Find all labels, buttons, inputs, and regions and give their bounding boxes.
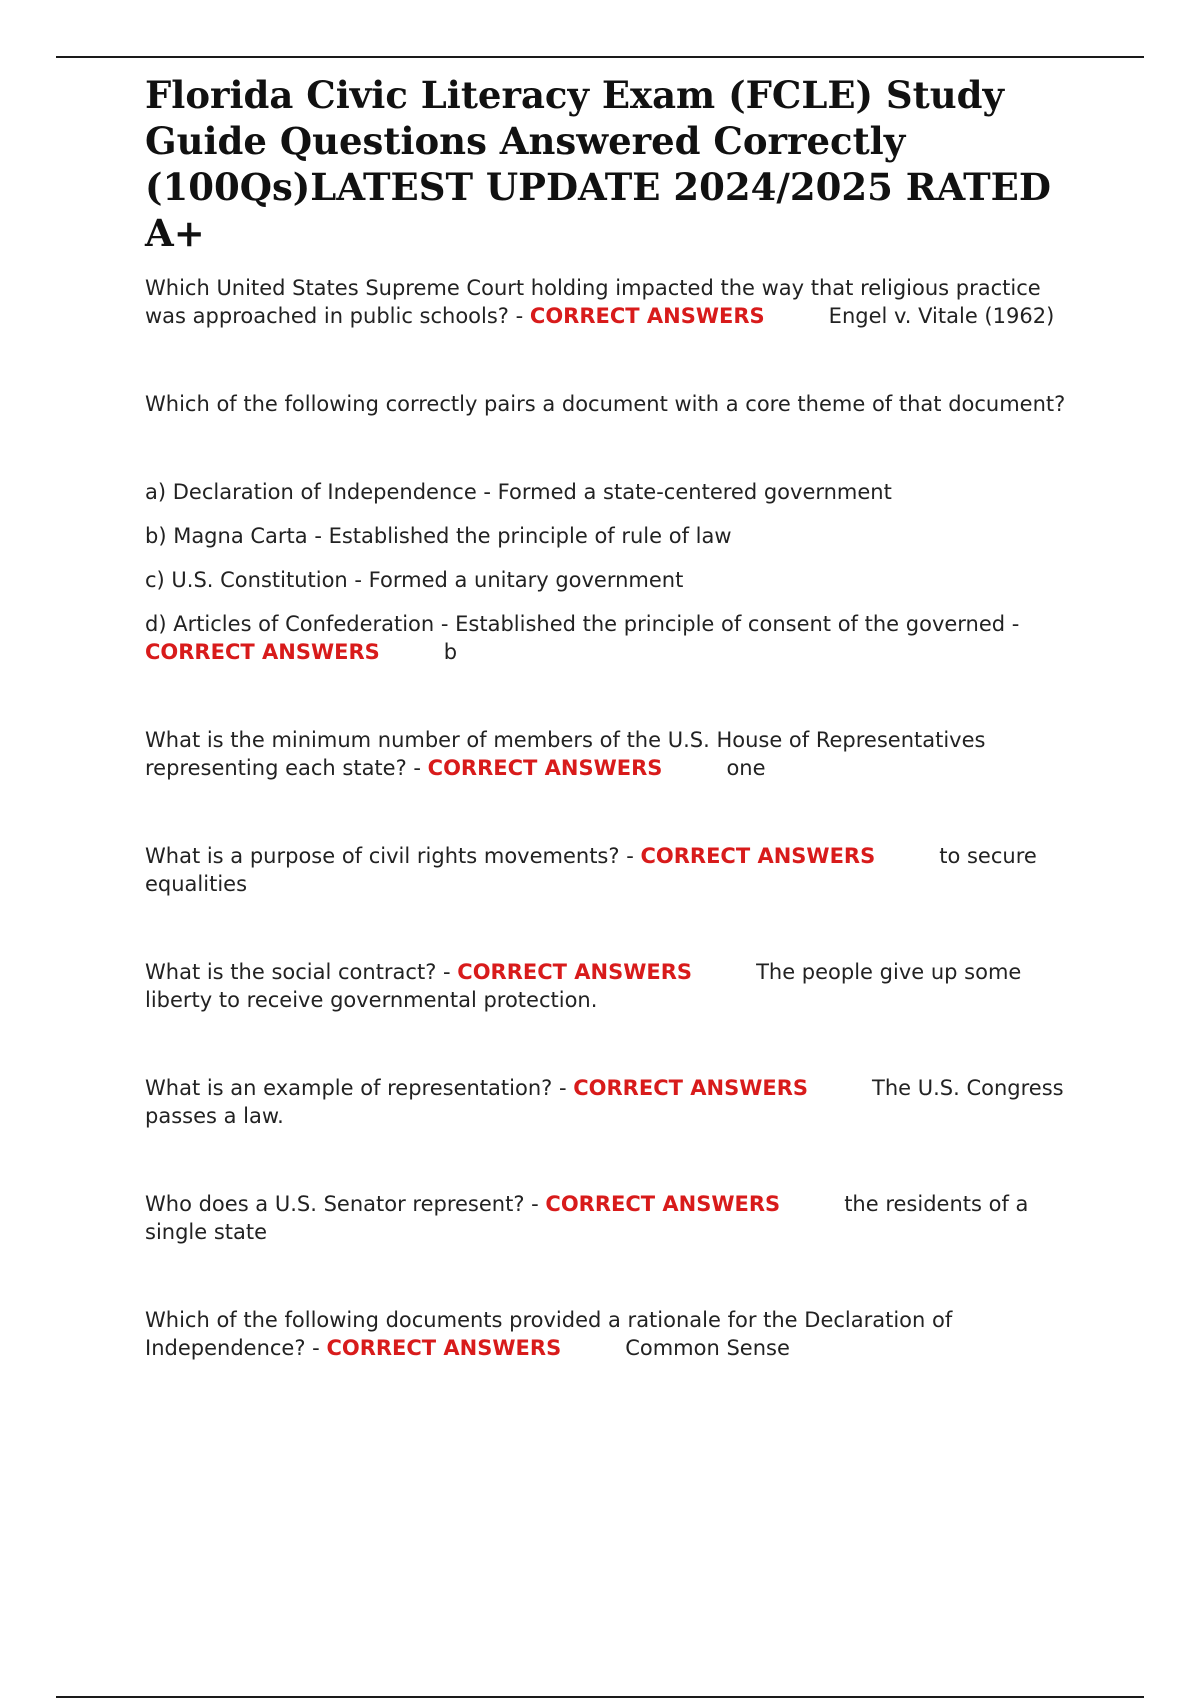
qa-item: [145, 958, 1085, 1014]
question-text: Which of the following correctly pairs a document with a core theme of that document?: [145, 392, 1066, 416]
question-text: What is an example of representation? -: [145, 1076, 567, 1100]
qa-item: [145, 1190, 1085, 1246]
option-b: b) Magna Carta - Established the principle of rule of law: [145, 524, 732, 548]
correct-answers-label: CORRECT ANSWERS: [326, 1336, 562, 1360]
answer-text: The people give up some liberty to receive governmental protection.: [145, 960, 1022, 1012]
top-rule: [56, 56, 1144, 58]
question-text: What is the minimum number of members of the U.S. House of Representatives representing each state? -: [145, 728, 986, 780]
document-body: [145, 72, 1085, 1362]
answer-text: Common Sense: [625, 1336, 790, 1360]
answer-text: b: [443, 640, 458, 664]
option-a: a) Declaration of Independence - Formed a state-centered government: [145, 480, 892, 504]
document-title: Florida Civic Literacy Exam (FCLE) Study Guide Questions Answered Correctly (100Qs)LATEST UPDATE 2024/2025 RATED A+: [145, 73, 1051, 255]
question-text: Who does a U.S. Senator represent? -: [145, 1192, 539, 1216]
answer-text: Engel v. Vitale (1962): [828, 304, 1055, 328]
option-d: [145, 610, 1085, 666]
question-text: What is the social contract? -: [145, 960, 451, 984]
answer-text: The U.S. Congress passes a law.: [145, 1076, 1064, 1128]
answer-text: to secure equalities: [145, 844, 1037, 896]
qa-item: [145, 842, 1085, 898]
question-text: Which United States Supreme Court holding impacted the way that religious practice was approached in public schools? -: [145, 276, 1041, 328]
qa-item: [145, 726, 1085, 782]
bottom-rule: [56, 1696, 1144, 1698]
qa-item: [145, 390, 1085, 418]
option-d-text: d) Articles of Confederation - Established the principle of consent of the governed -: [145, 612, 1020, 636]
correct-answers-label: CORRECT ANSWERS: [529, 304, 765, 328]
correct-answers-label: CORRECT ANSWERS: [457, 960, 693, 984]
answer-text: one: [726, 756, 766, 780]
correct-answers-label: CORRECT ANSWERS: [145, 640, 380, 664]
qa-item: [145, 1306, 1085, 1362]
correct-answers-label: CORRECT ANSWERS: [545, 1192, 781, 1216]
qa-item: [145, 1074, 1085, 1130]
question-text: What is a purpose of civil rights movements? -: [145, 844, 634, 868]
option-c: c) U.S. Constitution - Formed a unitary government: [145, 568, 684, 592]
qa-item: [145, 274, 1085, 330]
question-text: Which of the following documents provided a rationale for the Declaration of Independence? -: [145, 1308, 953, 1360]
answer-text: the residents of a single state: [145, 1192, 1029, 1244]
correct-answers-label: CORRECT ANSWERS: [573, 1076, 809, 1100]
correct-answers-label: CORRECT ANSWERS: [640, 844, 876, 868]
correct-answers-label: CORRECT ANSWERS: [427, 756, 663, 780]
